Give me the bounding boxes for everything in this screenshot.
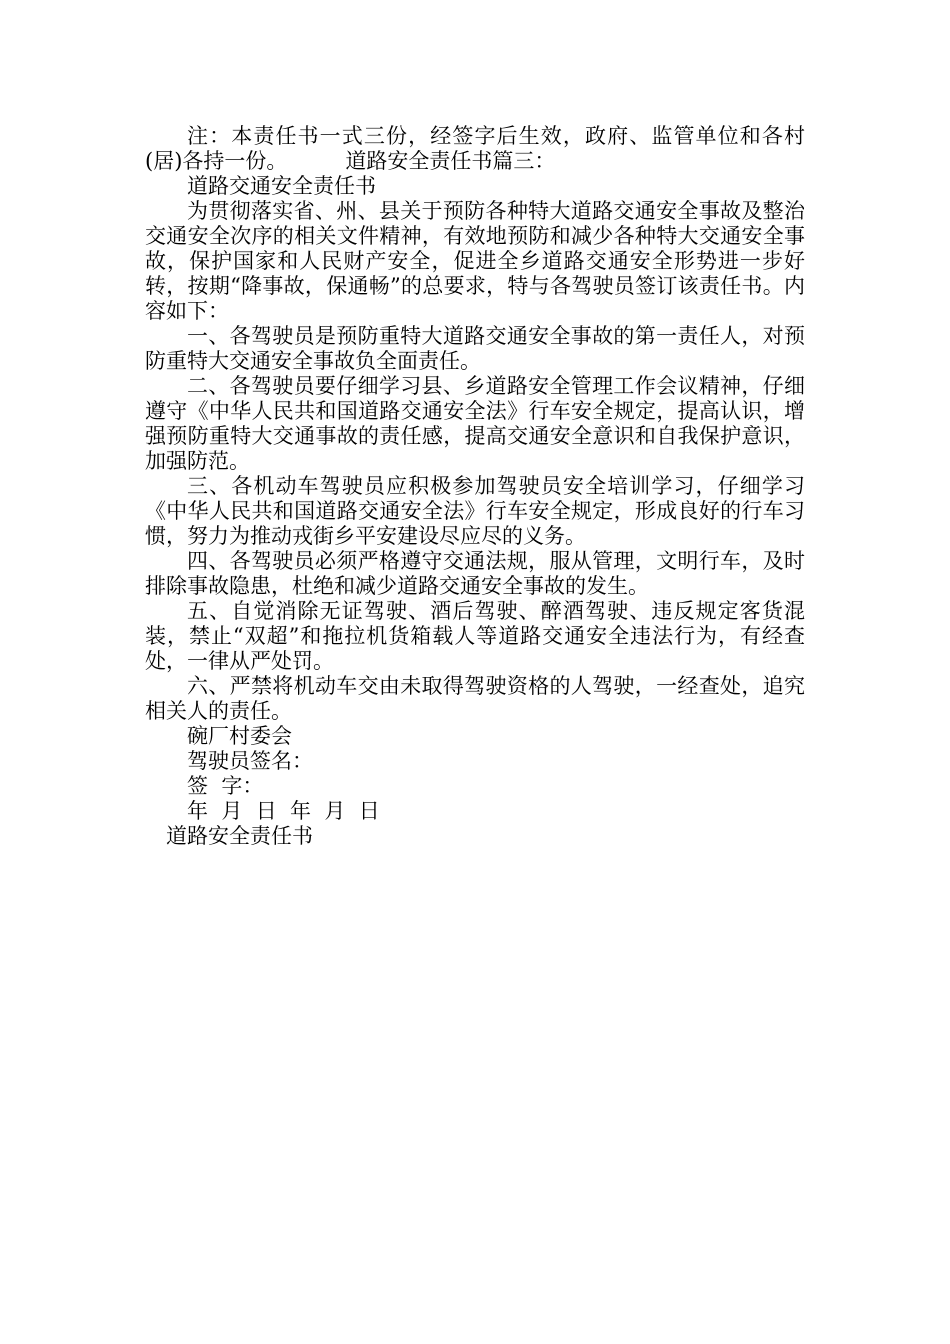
driver-signature-label: 驾驶员签名： [187,749,313,773]
note-paragraph [145,124,805,174]
clause-6: 六、严禁将机动车交由未取得驾驶资格的人驾驶，一经查处，追究相关人的责任。 [145,674,805,723]
clause-3: 三、各机动车驾驶员应积极参加驾驶员安全培训学习，仔细学习《中华人民共和国道路交通安全法》行车安全规定，形成良好的行车习惯，努力为推动戎街乡平安建设尽应尽的义务。 [145,474,805,548]
section-heading: 道路安全责任书篇三： [345,149,556,173]
note-text: 注：本责任书一式三份，经签字后生效，政府、监管单位和各村(居)各持一份。 [145,124,805,173]
signature-label: 签 字： [187,774,264,798]
clause-5: 五、自觉消除无证驾驶、酒后驾驶、醉酒驾驶、违反规定客货混装，禁止“双超”和拖拉机货箱载人等道路交通安全违法行为，有经查处，一律从严处罚。 [145,599,805,673]
document-title: 道路交通安全责任书 [187,174,376,198]
clause-4: 四、各驾驶员必须严格遵守交通法规，服从管理，文明行车，及时排除事故隐患，杜绝和减少道路交通安全事故的发生。 [145,549,805,598]
document-body [145,124,805,849]
date-line: 年 月 日 年 月 日 [187,799,380,823]
footer-title: 道路安全责任书 [166,824,313,848]
intro-paragraph: 为贯彻落实省、州、县关于预防各种特大道路交通安全事故及整治交通安全次序的相关文件精神，有效地预防和减少各种特大交通安全事故，保护国家和人民财产安全，促进全乡道路交通安全形势进一步好转，按期“降事故，保通畅”的总要求，特与各驾驶员签订该责任书。内容如下： [145,199,805,323]
clause-1: 一、各驾驶员是预防重特大道路交通安全事故的第一责任人，对预防重特大交通安全事故负全面责任。 [145,324,805,373]
committee-name: 碗厂村委会 [187,724,292,748]
clause-2: 二、各驾驶员要仔细学习县、乡道路安全管理工作会议精神，仔细遵守《中华人民共和国道路交通安全法》行车安全规定，提高认识，增强预防重特大交通事故的责任感，提高交通安全意识和自我保护意识，加强防范。 [145,374,805,473]
